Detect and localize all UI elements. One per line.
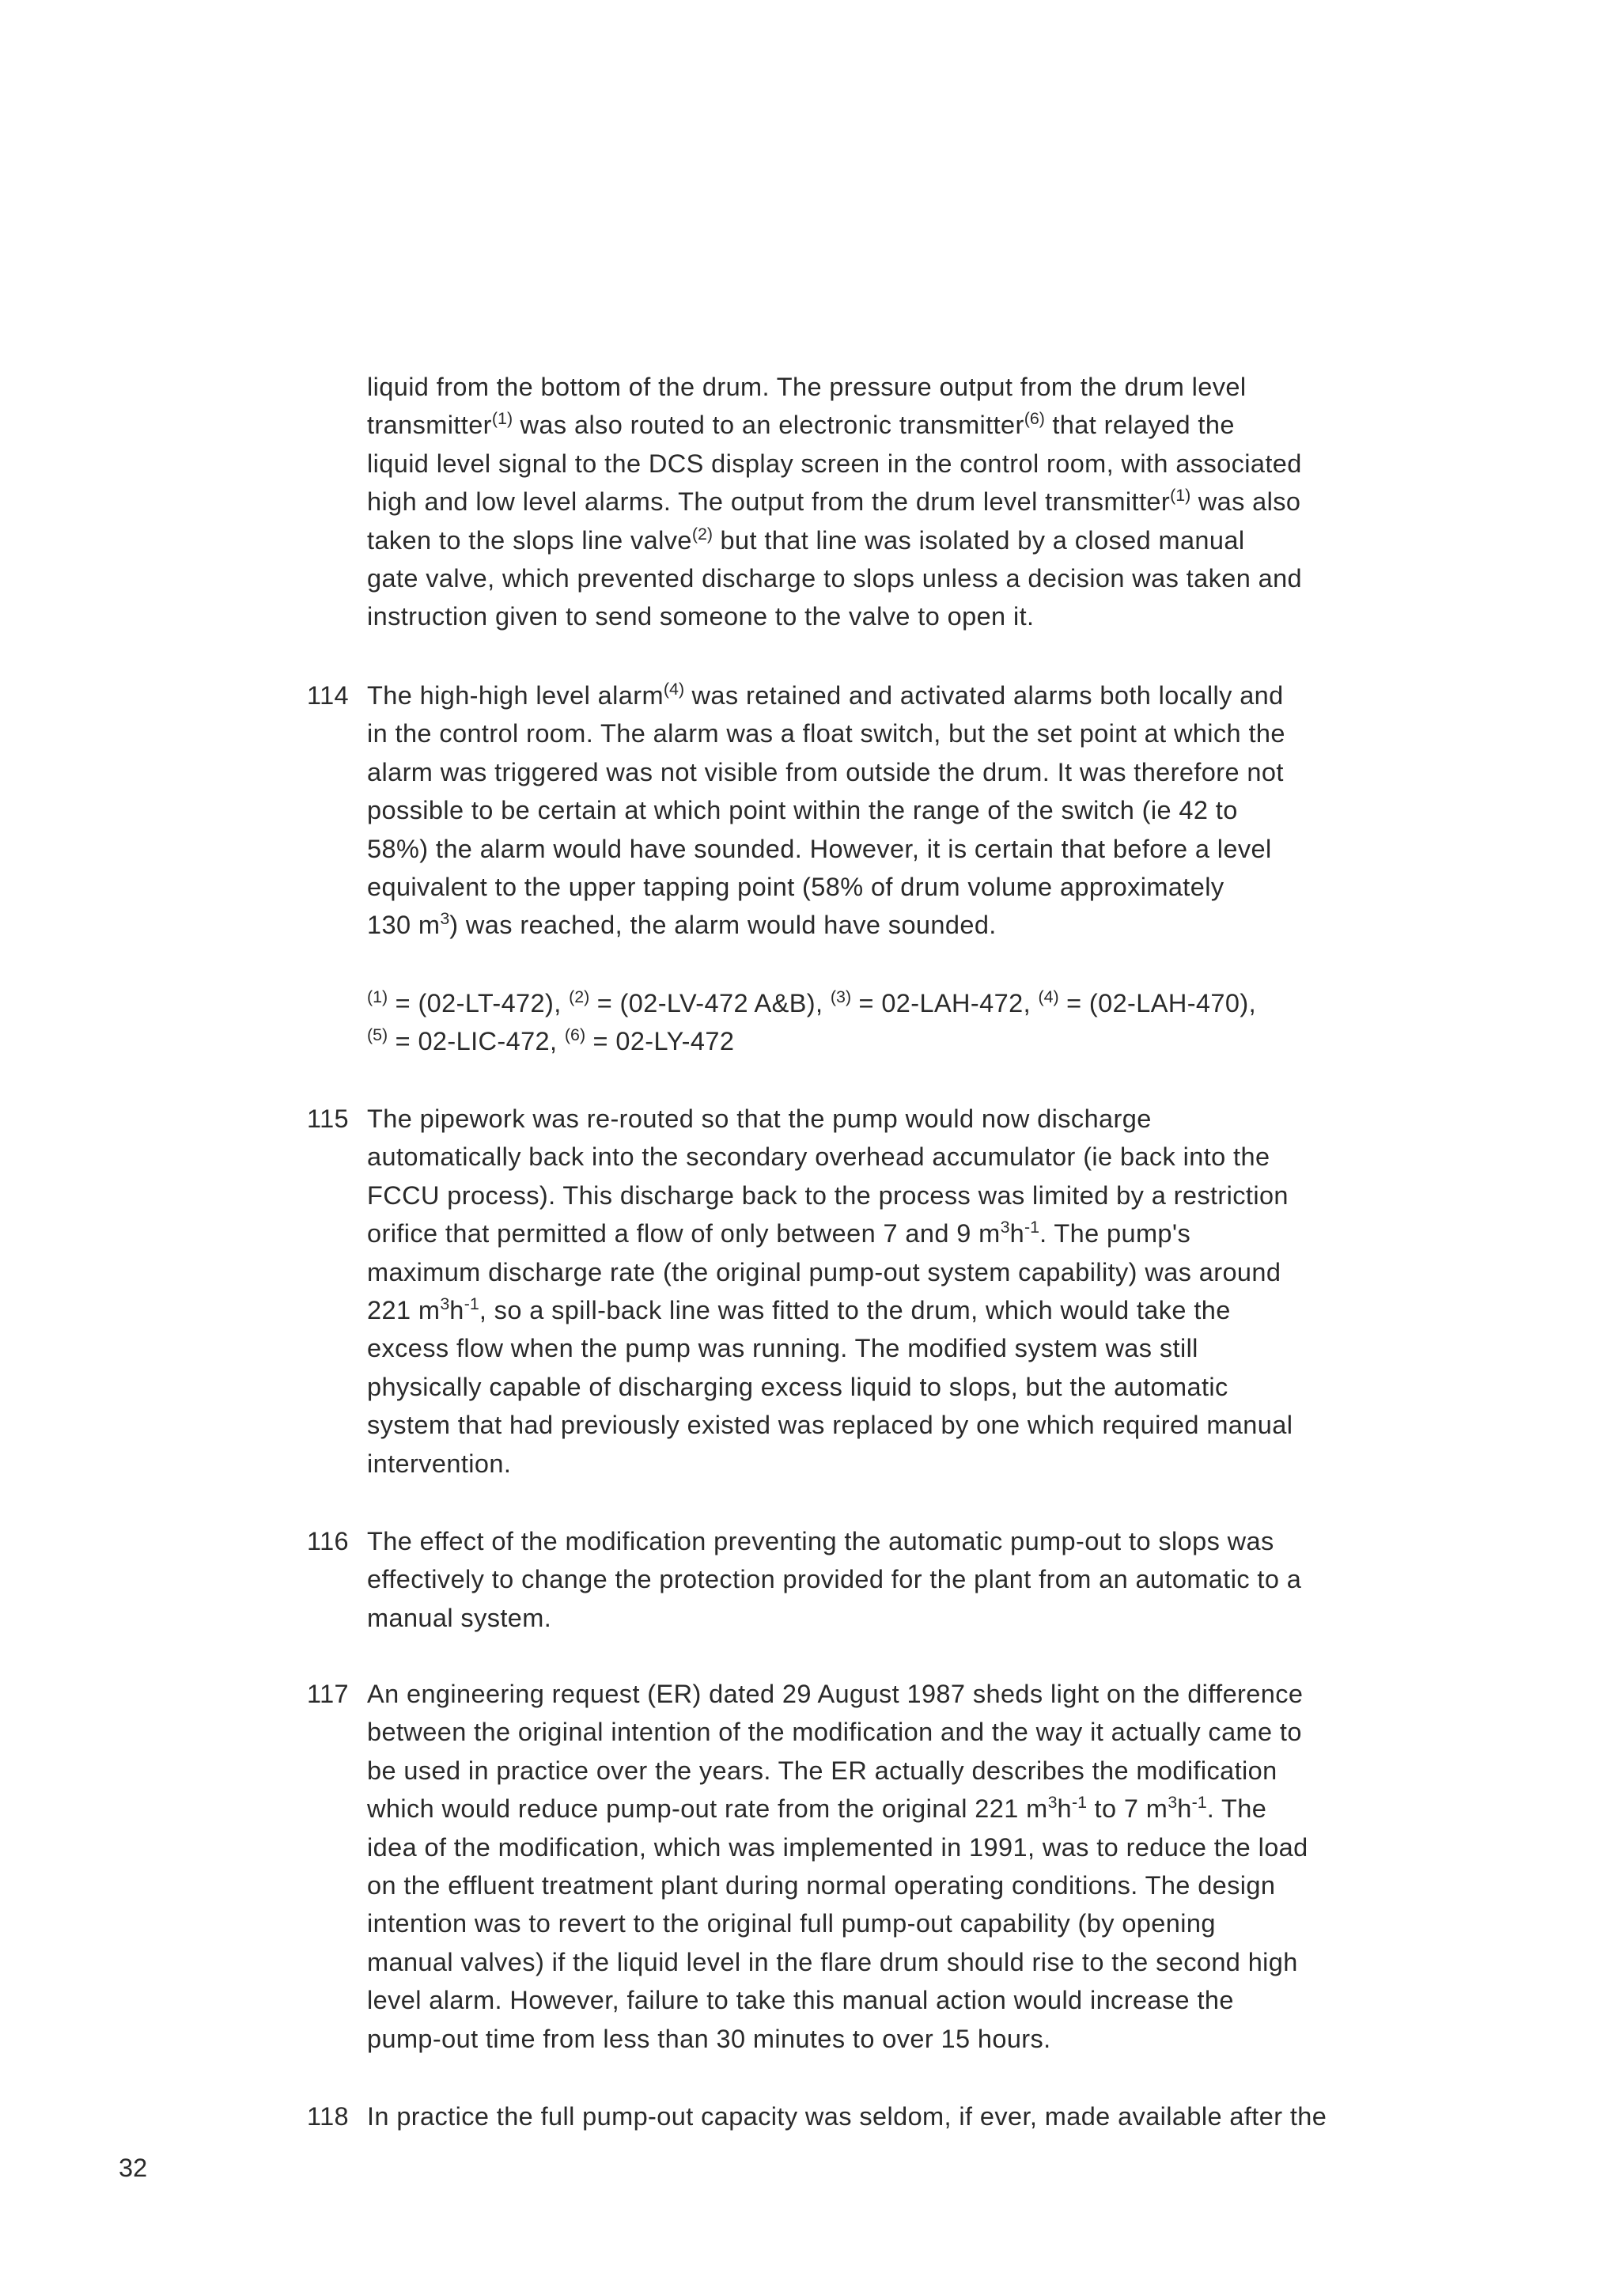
- superscript: (1): [367, 987, 388, 1007]
- text-run: possible to be certain at which point within the range of the switch (ie 42 to: [367, 796, 1238, 825]
- text-run: = (02-LT-472),: [388, 989, 570, 1017]
- text-line: [367, 676, 1474, 714]
- text-line: [367, 1981, 1474, 2019]
- text-line: [367, 1828, 1474, 1866]
- text-run: transmitter: [367, 411, 492, 440]
- text-run: intention was to revert to the original full pump-out capability (by opening: [367, 1909, 1216, 1938]
- text-run: 221 m: [367, 1296, 441, 1325]
- text-run: manual system.: [367, 1603, 552, 1632]
- text-run: , so a spill-back line was fitted to the drum, which would take the: [479, 1296, 1231, 1325]
- text-run: liquid from the bottom of the drum. The pressure output from the drum level: [367, 373, 1247, 401]
- text-run: was retained and activated alarms both locally and: [684, 681, 1284, 710]
- text-run: orifice that permitted a flow of only between 7 and 9 m: [367, 1219, 1001, 1248]
- text-line: [367, 1253, 1474, 1291]
- text-run: which would reduce pump-out rate from the original 221 m: [367, 1794, 1048, 1824]
- text-run: effectively to change the protection provided for the plant from an automatic to a: [367, 1565, 1302, 1594]
- text-line: [367, 1713, 1474, 1751]
- text-line: [367, 1866, 1474, 1904]
- text-line: [367, 714, 1474, 752]
- text-run: = 02-LY-472: [585, 1027, 735, 1056]
- intro-paragraph: [367, 368, 1474, 636]
- text-run: FCCU process). This discharge back to the process was limited by a restriction: [367, 1180, 1289, 1210]
- superscript: 3: [1047, 1793, 1058, 1813]
- text-line: [367, 984, 1474, 1022]
- text-run: gate valve, which prevented discharge to slops unless a decision was taken and: [367, 564, 1303, 593]
- text-run: alarm was triggered was not visible from outside the drum. It was therefore not: [367, 757, 1284, 786]
- text-line: [367, 483, 1474, 521]
- paragraph-number-114: 114: [307, 681, 350, 710]
- text-run: h: [1057, 1794, 1073, 1824]
- paragraph-number-116: 116: [307, 1527, 350, 1555]
- paragraph-118: [367, 2097, 1474, 2135]
- text-run: intervention.: [367, 1449, 512, 1478]
- text-run: pump-out time from less than 30 minutes to over 15 hours.: [367, 2024, 1051, 2053]
- text-line: [367, 1790, 1474, 1828]
- text-line: [367, 1291, 1474, 1329]
- text-line: [367, 1522, 1474, 1560]
- superscript: (3): [830, 987, 852, 1007]
- text-line: [367, 1943, 1474, 1981]
- text-run: taken to the slops line valve: [367, 525, 692, 555]
- superscript: (2): [569, 987, 590, 1007]
- superscript: (5): [367, 1025, 388, 1045]
- superscript: (4): [663, 680, 685, 699]
- text-run: physically capable of discharging excess liquid to slops, but the automatic: [367, 1372, 1228, 1401]
- page-number: 32: [119, 2154, 148, 2182]
- text-run: h: [1177, 1794, 1192, 1824]
- text-line: [367, 597, 1474, 635]
- text-line: [367, 753, 1474, 791]
- text-line: [367, 1368, 1474, 1406]
- superscript: -1: [1072, 1793, 1088, 1813]
- text-run: The high-high level alarm: [367, 681, 664, 710]
- superscript: -1: [464, 1294, 479, 1314]
- superscript: (1): [1170, 486, 1191, 506]
- text-run: but that line was isolated by a closed manual: [713, 525, 1245, 555]
- text-line: [367, 868, 1474, 906]
- text-line: [367, 406, 1474, 444]
- text-run: high and low level alarms. The output from the drum level transmitter: [367, 487, 1171, 517]
- superscript: (6): [564, 1025, 586, 1045]
- text-line: [367, 2020, 1474, 2058]
- text-line: [367, 521, 1474, 559]
- text-run: between the original intention of the modification and the way it actually came to: [367, 1718, 1302, 1747]
- text-line: [367, 1214, 1474, 1252]
- paragraph-number-118: 118: [307, 2102, 350, 2131]
- text-run: automatically back into the secondary overhead accumulator (ie back into the: [367, 1142, 1270, 1172]
- text-line: [367, 1445, 1474, 1483]
- text-run: be used in practice over the years. The ER actually describes the modification: [367, 1756, 1277, 1785]
- superscript: -1: [1024, 1218, 1040, 1237]
- text-line: [367, 1176, 1474, 1214]
- text-run: to 7 m: [1087, 1794, 1168, 1824]
- text-run: 130 m: [367, 911, 441, 940]
- text-run: h: [1009, 1219, 1025, 1248]
- text-run: instruction given to send someone to the valve to open it.: [367, 602, 1035, 631]
- text-run: h: [449, 1296, 464, 1325]
- text-line: [367, 1022, 1474, 1060]
- text-line: [367, 1560, 1474, 1598]
- superscript: 3: [440, 1294, 450, 1314]
- text-line: [367, 2097, 1474, 2135]
- text-line: [367, 368, 1474, 406]
- superscript: (4): [1038, 987, 1059, 1007]
- text-run: = 02-LIC-472,: [388, 1027, 565, 1056]
- text-run: = (02-LV-472 A&B),: [589, 989, 831, 1017]
- text-line: [367, 1599, 1474, 1637]
- text-run: excess flow when the pump was running. The modified system was still: [367, 1334, 1198, 1363]
- paragraph-116: [367, 1522, 1474, 1637]
- text-line: [367, 1100, 1474, 1138]
- text-run: level alarm. However, failure to take this manual action would increase the: [367, 1986, 1234, 2015]
- paragraph-117: [367, 1675, 1474, 2058]
- text-line: [367, 1138, 1474, 1176]
- text-run: The pipework was re-routed so that the pump would now discharge: [367, 1104, 1152, 1133]
- text-run: 58%) the alarm would have sounded. However, it is certain that before a level: [367, 834, 1272, 863]
- text-run: manual valves) if the liquid level in the flare drum should rise to the second high: [367, 1947, 1298, 1976]
- text-line: [367, 559, 1474, 597]
- superscript: 3: [1168, 1793, 1178, 1813]
- text-line: [367, 906, 1474, 944]
- superscript: 3: [1000, 1218, 1010, 1237]
- text-run: was also: [1190, 487, 1301, 517]
- paragraph-115: [367, 1100, 1474, 1483]
- footnotes: [367, 984, 1474, 1061]
- text-run: The effect of the modification preventing the automatic pump-out to slops was: [367, 1527, 1274, 1555]
- text-line: [367, 1904, 1474, 1942]
- text-run: maximum discharge rate (the original pump-out system capability) was around: [367, 1257, 1281, 1286]
- text-run: An engineering request (ER) dated 29 August 1987 sheds light on the difference: [367, 1680, 1304, 1708]
- paragraph-number-117: 117: [307, 1680, 350, 1708]
- text-line: [367, 791, 1474, 829]
- text-run: was also routed to an electronic transmitter: [513, 411, 1024, 440]
- text-run: liquid level signal to the DCS display screen in the control room, with associated: [367, 449, 1302, 478]
- paragraph-number-115: 115: [307, 1104, 350, 1133]
- text-run: on the effluent treatment plant during normal operating conditions. The design: [367, 1871, 1276, 1900]
- text-line: [367, 1329, 1474, 1367]
- superscript: 3: [440, 909, 450, 929]
- text-run: = (02-LAH-470),: [1058, 989, 1256, 1017]
- text-run: In practice the full pump-out capacity was seldom, if ever, made available after the: [367, 2102, 1327, 2131]
- superscript: (2): [691, 524, 713, 544]
- superscript: (1): [491, 409, 513, 429]
- paragraph-114: [367, 676, 1474, 945]
- text-run: idea of the modification, which was implemented in 1991, was to reduce the load: [367, 1832, 1308, 1862]
- text-run: . The pump's: [1039, 1219, 1191, 1248]
- text-line: [367, 445, 1474, 483]
- text-run: . The: [1206, 1794, 1267, 1824]
- text-run: that relayed the: [1044, 411, 1235, 440]
- text-run: = 02-LAH-472,: [851, 989, 1039, 1017]
- text-line: [367, 1406, 1474, 1444]
- superscript: -1: [1191, 1793, 1207, 1813]
- text-line: [367, 1675, 1474, 1713]
- text-line: [367, 1752, 1474, 1790]
- text-run: in the control room. The alarm was a float switch, but the set point at which the: [367, 719, 1285, 748]
- text-line: [367, 830, 1474, 868]
- text-run: equivalent to the upper tapping point (58% of drum volume approximately: [367, 873, 1224, 902]
- text-run: system that had previously existed was replaced by one which required manual: [367, 1411, 1293, 1440]
- text-run: ) was reached, the alarm would have sounded.: [449, 911, 997, 940]
- superscript: (6): [1024, 409, 1045, 429]
